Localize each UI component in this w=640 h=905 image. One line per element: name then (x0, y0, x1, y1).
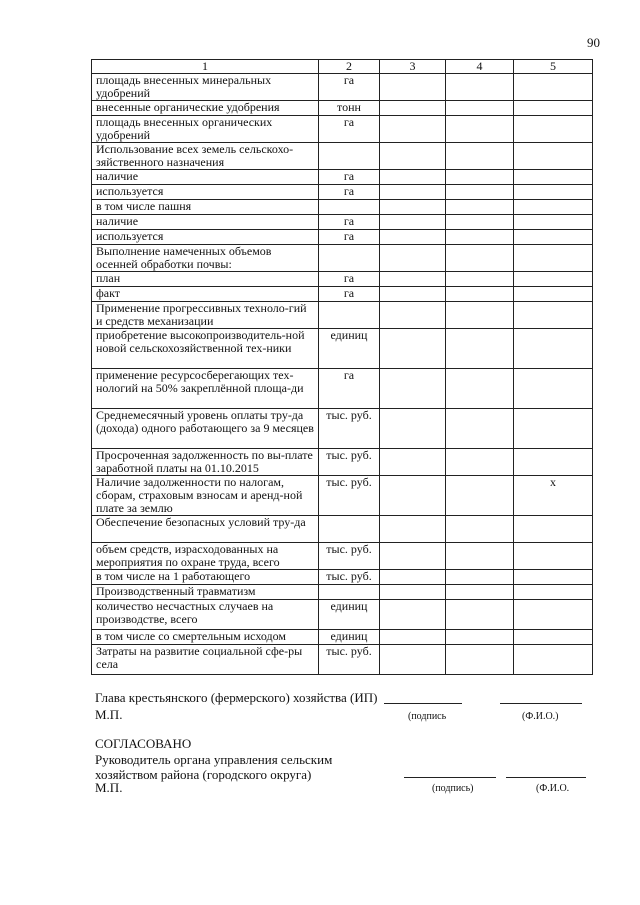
row-value-cell-4[interactable] (446, 170, 514, 185)
row-value-cell-5[interactable] (514, 645, 593, 675)
head-of-farm-label: Глава крестьянского (фермерского) хозяйства (ИП) (95, 690, 378, 705)
row-value-cell-5[interactable] (514, 449, 593, 476)
row-unit-cell: тыс. руб. (319, 543, 380, 570)
row-value-cell-3[interactable] (380, 116, 446, 143)
row-value-cell-3[interactable] (380, 630, 446, 645)
row-unit-cell: га (319, 369, 380, 409)
table-body (92, 74, 593, 675)
row-unit-cell (319, 200, 380, 215)
row-value-cell-5[interactable] (514, 272, 593, 287)
row-label-cell: Среднемесячный уровень оплаты тру-да (дохода) одного работающего за 9 месяцев (92, 409, 319, 449)
row-label-cell: Обеспечение безопасных условий тру-да (92, 516, 319, 543)
row-label-cell: в том числе на 1 работающего (92, 570, 319, 585)
row-value-cell-4[interactable] (446, 600, 514, 630)
row-value-cell-5[interactable] (514, 409, 593, 449)
row-label-cell: план (92, 272, 319, 287)
row-value-cell-5[interactable] (514, 200, 593, 215)
row-label-cell: Производственный травматизм (92, 585, 319, 600)
row-value-cell-3[interactable] (380, 170, 446, 185)
signature-line-2[interactable] (404, 777, 496, 778)
row-value-cell-4[interactable] (446, 302, 514, 329)
table-row (92, 476, 593, 516)
row-value-cell-3[interactable] (380, 101, 446, 116)
row-value-cell-3[interactable] (380, 449, 446, 476)
row-unit-cell: тыс. руб. (319, 570, 380, 585)
row-value-cell-5[interactable] (514, 516, 593, 543)
row-label-cell: площадь внесенных органических удобрений (92, 116, 319, 143)
row-value-cell-5[interactable] (514, 369, 593, 409)
header-col-1: 1 (92, 60, 319, 74)
row-value-cell-3[interactable] (380, 369, 446, 409)
row-label-cell: приобретение высокопроизводитель-ной новой сельскохозяйственной тех-ники (92, 329, 319, 369)
signature-caption: (подпись (408, 711, 447, 722)
row-value-cell-3[interactable] (380, 329, 446, 369)
row-value-cell-5[interactable] (514, 143, 593, 170)
table-row (92, 543, 593, 570)
row-value-cell-4[interactable] (446, 287, 514, 302)
row-value-cell-3[interactable] (380, 215, 446, 230)
row-value-cell-4[interactable] (446, 409, 514, 449)
row-value-cell-5[interactable] (514, 101, 593, 116)
row-value-cell-5[interactable] (514, 245, 593, 272)
row-value-cell-4[interactable] (446, 185, 514, 200)
row-label-cell: используется (92, 185, 319, 200)
row-unit-cell (319, 302, 380, 329)
name-line[interactable] (500, 703, 582, 704)
row-value-cell-3[interactable] (380, 245, 446, 272)
table-row (92, 200, 593, 215)
report-table (91, 59, 593, 675)
name-caption: (Ф.И.О.) (522, 711, 559, 722)
row-value-cell-3[interactable] (380, 185, 446, 200)
row-unit-cell: единиц (319, 630, 380, 645)
row-value-cell-4[interactable] (446, 215, 514, 230)
row-unit-cell: га (319, 287, 380, 302)
row-unit-cell: га (319, 185, 380, 200)
table-row (92, 409, 593, 449)
row-label-cell: наличие (92, 215, 319, 230)
row-label-cell: внесенные органические удобрения (92, 101, 319, 116)
row-value-cell-5[interactable]: х (514, 476, 593, 516)
row-value-cell-5[interactable] (514, 215, 593, 230)
row-unit-cell: га (319, 272, 380, 287)
header-col-2: 2 (319, 60, 380, 74)
row-value-cell-5[interactable] (514, 185, 593, 200)
table-header-row (92, 60, 593, 74)
table-row (92, 570, 593, 585)
table-row (92, 74, 593, 101)
row-value-cell-4[interactable] (446, 516, 514, 543)
row-value-cell-4[interactable] (446, 143, 514, 170)
table-row (92, 630, 593, 645)
table-row (92, 272, 593, 287)
row-value-cell-3[interactable] (380, 272, 446, 287)
row-unit-cell (319, 143, 380, 170)
row-label-cell: Использование всех земель сельскохо-зяйственного назначения (92, 143, 319, 170)
row-label-cell: в том числе со смертельным исходом (92, 630, 319, 645)
row-label-cell: Применение прогрессивных техноло-гий и средств механизации (92, 302, 319, 329)
row-value-cell-4[interactable] (446, 200, 514, 215)
row-label-cell: используется (92, 230, 319, 245)
row-value-cell-4[interactable] (446, 329, 514, 369)
table-row (92, 449, 593, 476)
table-row (92, 645, 593, 675)
header-col-5: 5 (514, 60, 593, 74)
row-label-cell: в том числе пашня (92, 200, 319, 215)
table-row (92, 170, 593, 185)
row-value-cell-5[interactable] (514, 630, 593, 645)
signature-caption-2: (подпись) (432, 783, 474, 794)
row-value-cell-5[interactable] (514, 302, 593, 329)
row-value-cell-5[interactable] (514, 230, 593, 245)
row-value-cell-4[interactable] (446, 272, 514, 287)
row-unit-cell: единиц (319, 600, 380, 630)
row-value-cell-4[interactable] (446, 570, 514, 585)
row-unit-cell: единиц (319, 329, 380, 369)
row-unit-cell (319, 245, 380, 272)
row-unit-cell: тонн (319, 101, 380, 116)
header-col-4: 4 (446, 60, 514, 74)
table-row (92, 245, 593, 272)
row-unit-cell: тыс. руб. (319, 409, 380, 449)
row-value-cell-4[interactable] (446, 585, 514, 600)
row-value-cell-5[interactable] (514, 329, 593, 369)
row-label-cell: количество несчастных случаев на производстве, всего (92, 600, 319, 630)
row-value-cell-4[interactable] (446, 476, 514, 516)
row-label-cell: применение ресурсосберегающих тех-нологий на 50% закреплённой площа-ди (92, 369, 319, 409)
row-value-cell-4[interactable] (446, 645, 514, 675)
row-value-cell-4[interactable] (446, 116, 514, 143)
row-unit-cell: тыс. руб. (319, 476, 380, 516)
row-unit-cell (319, 585, 380, 600)
row-value-cell-3[interactable] (380, 74, 446, 101)
row-value-cell-4[interactable] (446, 369, 514, 409)
row-label-cell: Просроченная задолженность по вы-плате заработной платы на 01.10.2015 (92, 449, 319, 476)
row-value-cell-3[interactable] (380, 600, 446, 630)
row-value-cell-3[interactable] (380, 476, 446, 516)
table-row (92, 302, 593, 329)
row-value-cell-4[interactable] (446, 230, 514, 245)
table-row (92, 101, 593, 116)
row-value-cell-3[interactable] (380, 230, 446, 245)
row-value-cell-4[interactable] (446, 630, 514, 645)
row-value-cell-3[interactable] (380, 200, 446, 215)
name-caption-2: (Ф.И.О. (536, 783, 570, 794)
row-label-cell: площадь внесенных минеральных удобрений (92, 74, 319, 101)
agreed-label: СОГЛАСОВАНО (95, 736, 192, 751)
row-unit-cell: га (319, 230, 380, 245)
agency-head-line-2: хозяйством района (городского округа) (95, 767, 312, 782)
row-value-cell-4[interactable] (446, 74, 514, 101)
row-value-cell-4[interactable] (446, 543, 514, 570)
row-value-cell-5[interactable] (514, 74, 593, 101)
row-value-cell-5[interactable] (514, 116, 593, 143)
row-value-cell-3[interactable] (380, 143, 446, 170)
table-row (92, 215, 593, 230)
row-value-cell-4[interactable] (446, 101, 514, 116)
row-label-cell: факт (92, 287, 319, 302)
page-number: 90 (587, 35, 600, 50)
row-value-cell-3[interactable] (380, 645, 446, 675)
row-value-cell-5[interactable] (514, 287, 593, 302)
row-value-cell-5[interactable] (514, 570, 593, 585)
row-value-cell-5[interactable] (514, 600, 593, 630)
row-value-cell-3[interactable] (380, 302, 446, 329)
table-row (92, 516, 593, 543)
row-value-cell-3[interactable] (380, 570, 446, 585)
table-row (92, 369, 593, 409)
row-value-cell-3[interactable] (380, 409, 446, 449)
row-value-cell-3[interactable] (380, 287, 446, 302)
table-row (92, 185, 593, 200)
table-row (92, 585, 593, 600)
row-unit-cell (319, 516, 380, 543)
table-row (92, 116, 593, 143)
table-row (92, 230, 593, 245)
table-row (92, 600, 593, 630)
row-label-cell: объем средств, израсходованных на мероприятия по охране труда, всего (92, 543, 319, 570)
row-value-cell-3[interactable] (380, 585, 446, 600)
row-value-cell-5[interactable] (514, 585, 593, 600)
table-row (92, 143, 593, 170)
row-label-cell: Затраты на развитие социальной сфе-ры села (92, 645, 319, 675)
table-row (92, 329, 593, 369)
agency-head-line-1: Руководитель органа управления сельским (95, 752, 333, 767)
stamp-label: М.П. (95, 707, 123, 722)
row-value-cell-5[interactable] (514, 543, 593, 570)
header-col-3: 3 (380, 60, 446, 74)
row-unit-cell: га (319, 116, 380, 143)
row-value-cell-4[interactable] (446, 245, 514, 272)
row-unit-cell: га (319, 215, 380, 230)
row-value-cell-3[interactable] (380, 543, 446, 570)
report-table-container (91, 59, 592, 675)
table-row (92, 287, 593, 302)
stamp-label-2: М.П. (95, 780, 123, 795)
row-unit-cell: га (319, 74, 380, 101)
row-unit-cell: га (319, 170, 380, 185)
row-unit-cell: тыс. руб. (319, 449, 380, 476)
row-value-cell-4[interactable] (446, 449, 514, 476)
row-label-cell: Выполнение намеченных объемов осенней обработки почвы: (92, 245, 319, 272)
row-label-cell: наличие (92, 170, 319, 185)
signature-line[interactable] (384, 703, 462, 704)
row-unit-cell: тыс. руб. (319, 645, 380, 675)
row-label-cell: Наличие задолженности по налогам, сборам, страховым взносам и аренд-ной плате за землю (92, 476, 319, 516)
row-value-cell-3[interactable] (380, 516, 446, 543)
row-value-cell-5[interactable] (514, 170, 593, 185)
name-line-2[interactable] (506, 777, 586, 778)
